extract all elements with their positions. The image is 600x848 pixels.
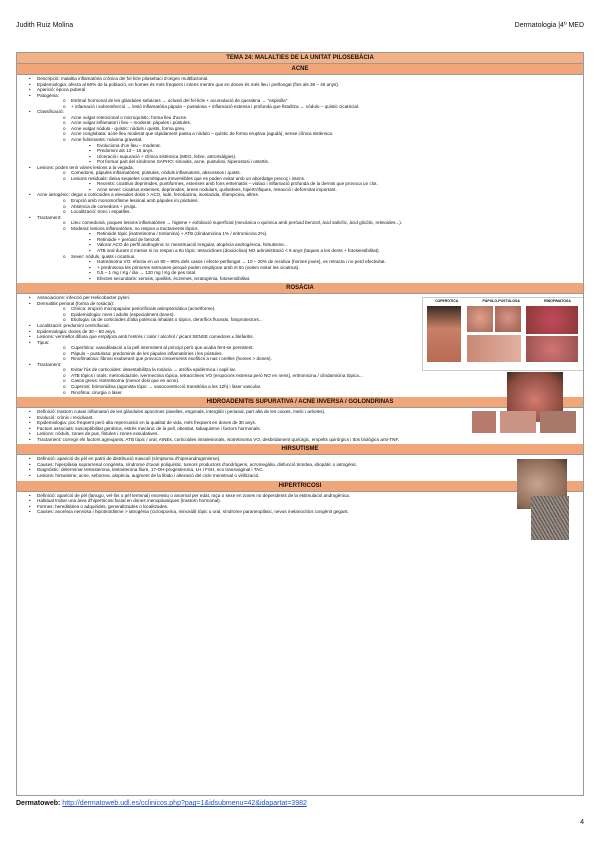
list-item: o Erupció amb monomorfisme lesional amb pàpules i/o pústules.	[21, 198, 579, 204]
list-item: o Lleu: comedonià, poques lesions inflamatòries → higiene + exfoliació superficial (mecànica o química amb peròxid benzoïl, àcid salicílic, àcid glicòlic, retinoides...).	[21, 220, 579, 226]
list-item: • Acne iatrogènic: degut a corticoides a elevades dosis > ACO, iode, fenotiazina, isoniazida, rifampicina, altres.	[21, 192, 579, 198]
list-item: o Acne vulgar nòdulo - quístic: nòduls i quists, forma greu.	[21, 126, 579, 132]
page-number: 4	[580, 819, 584, 826]
list-item: • Habitual trobar una àrea d'hipertricosi facial en dones menopàusiques (trastorn hormonal).	[21, 498, 579, 504]
list-item: o Acne vulgar retencional o microquístic: forma lleu d'acne.	[21, 115, 579, 121]
footer-label: Dermatoweb:	[16, 800, 61, 807]
list-item: ▪ 0,5 – 1 mg / Kg / dia → 120 mg / Kg de pes total.	[21, 270, 579, 276]
section-acne	[17, 75, 583, 283]
list-item: • Descripció: malaltia inflamatòria crònica del fol·licle pilosebaci d'origen multifactorial.	[21, 76, 579, 82]
list-item: • Tractament:	[21, 215, 579, 221]
list-item: • Lesions: poden tenir vàries lesions a la vegada.	[21, 165, 579, 171]
list-item: ▪ Evoluciona d'un lleu – moderat.	[21, 143, 579, 149]
list-item: o Rinofima: cirurgia o làser.	[21, 390, 579, 396]
list-item: • Classificació:	[21, 109, 579, 115]
list-item: • Patogènia:	[21, 93, 579, 99]
list-item: • Dermatitis perioral (forma de rosàcia):	[21, 301, 579, 307]
list-item: • Epidemiologia: afecta al 80% de la població, en homes és més freqüent i intens mentre que en dones és més lleu i perllongat (fins als 38 – 40 anys).	[21, 82, 579, 88]
topic-title: TEMA 24: MALALTIES DE LA UNITAT PILOSEBÀCIA	[17, 53, 583, 64]
section-hidradenitis	[17, 408, 583, 444]
face-photo-cuperotica	[427, 306, 461, 362]
list-item: ▪ Acne sever: cicatrius extenses, deprimides, àrees nodulars, quiloïdees, hipertròfiques, retracció i deformitat important.	[21, 187, 579, 193]
list-item: ▪ Recents: cicatrius deprimides, puntiformes, extenses amb fons eritematós – violaci i inflamació profunda de la dermis que provoca un clot.	[21, 181, 579, 187]
page-header	[16, 22, 584, 29]
author-name: Judith Ruiz Molina	[16, 22, 74, 29]
list-item: o Estímul hormonal de les glàndules sebàcies → oclusió del fol·licle + acumulació de queratina → "espinilla".	[21, 98, 579, 104]
list-item: • Evolució: crònic i recidivant.	[21, 415, 579, 421]
list-item: • Formes: hereditàries o adquirides, generalitzades o localitzades.	[21, 504, 579, 510]
list-item: ▪ Retinoide + peròxid de benzoïl.	[21, 237, 579, 243]
list-item: o Acne vulgar inflamatori i lleu – moderat: pàpules i pústules.	[21, 120, 579, 126]
list-item: o Lesions residuals: deixa seqüeles cosmètiques irreversibles que es poden evitar amb un abordatge precoç i intens.	[21, 176, 579, 182]
skin-photo-hidradenitis-3	[540, 411, 576, 433]
section-hipertricosi	[17, 492, 583, 517]
list-item: • Aparició: època puberal	[21, 87, 579, 93]
nose-photo-rinofimatosa	[526, 306, 578, 334]
list-item: o Pàpulo – pustulosa: predominin de les pàpules inflamatòries i les pústules.	[21, 351, 579, 357]
section-heading-hidradenitis: HIDROADENITIS SUPURATIVA / ACNE INVERSA / GOLONDRINAS	[17, 397, 583, 408]
list-item: • Tipus:	[21, 340, 579, 346]
section-heading-acne: ACNE	[17, 64, 583, 75]
list-item: ▪ Isotretinoïna VO: efectiu en un 90 – 95% dels casos i efecte perllongat → 10 – 20% de recidiva (homes joves), es retracta i no perd efectivitat.	[21, 259, 579, 265]
list-item: o Comedons, pàpules inflamatòries, pústules, nòduls inflamatoris, abscessos i quists.	[21, 170, 579, 176]
figure-label-rinofimatosa: RINOFIMATOSA	[544, 299, 571, 304]
list-item: • Definició: aparició de pèl en patró de distribució masculí (símptoma d'hiperandrogenisme).	[21, 456, 579, 462]
face-photo-papulo-2	[495, 306, 521, 332]
skin-photo-hidradenitis-1	[472, 411, 496, 433]
list-item: ▪ Valorar ACO de perfil androgènic si: menstruació irregular, alopècia androgènica, hirsutisme...	[21, 242, 579, 248]
rosacia-figure	[422, 297, 584, 371]
section-heading-hirsutisme: HIRSUTISME	[17, 444, 583, 455]
list-item: • Definició: aparició de pèl (lanugo, vel·lòs o pèl terminal) excessiu o anormal per edat, raça o sexe en zones no dependents de la estimulació androgènica.	[21, 493, 579, 499]
list-item: o Rinofimatosa: fibrosi exuberant que provoca creixements exofítics a nas i orelles (homes > dones).	[21, 356, 579, 362]
face-photo-papulo	[467, 306, 493, 332]
list-item: o Evitar l'ús de corticoides: desestabilitza la rosàcia → atròfia epidèrmica i capil·lar.	[21, 367, 579, 373]
skin-photo-hipertricosi	[531, 496, 569, 540]
face-photo-papulo-3	[467, 335, 521, 362]
list-item: • Factors associats: susceptibilitat genètica, estrès mecànic de la pell, obesitat, tabaquisme i factors hormonals.	[21, 426, 579, 432]
figure-label-cuperotica: CUPEROTICA	[435, 299, 459, 304]
list-item: • Causes: hiperplàsia suprarrenal congènita, síndrome d'ovari poliquístic, tumors productors d'andrògens, acromegàlia, disfunció tiroïdea, idiopàtic o iatrogènic.	[21, 462, 579, 468]
section-heading-rosacia: ROSÀCIA	[17, 283, 583, 294]
nose-photo-rinofimatosa-2	[526, 336, 578, 362]
list-item: • Epidemiologia: poc freqüent però alta repercussió en la qualitat de vida, més freqüent en dones de 30 anys.	[21, 420, 579, 426]
list-item: o Localització: tronc i espatlles.	[21, 209, 579, 215]
list-item: • Causes: anorèxia nerviosa i hipotiroïdisme > iatrogènia (ciclosporina, minoxidil tòpic u oral, síndrome paraneoplàsic, nevus melanocítics congènit gegant.	[21, 509, 579, 515]
list-item: o Epidemiologia: nens i adults (especialment dones).	[21, 312, 579, 318]
list-item: ▪ Ulceració i supuració + clínica sistèmica (MEG, febre, artromiàlgies).	[21, 154, 579, 160]
section-hirsutisme	[17, 455, 583, 480]
section-heading-hipertricosi: HIPERTRICOSI	[17, 481, 583, 492]
hipertricosi-list	[21, 493, 579, 515]
list-item: o Absència de comedons + pruïja.	[21, 204, 579, 210]
hirsutisme-list	[21, 456, 579, 478]
skin-photo-hidradenitis-2	[500, 411, 536, 433]
list-item: o Cuperòtica: vasodilatació a la pell intermitent al principi però que acaba fent-se persistent.	[21, 345, 579, 351]
list-item: o Clínica: erupció micropapular periorificials asimptomàtica (acneïforme).	[21, 306, 579, 312]
list-item: ▪ + prednisona les primeres setmanes perquè poden empitjorar amb el tto (volem evitar les cicatrius).	[21, 265, 579, 271]
list-item: • Lesions: nòduls, zones de pus, fístules i zones exsudatives.	[21, 431, 579, 437]
list-item: • Localització: predomini centrofacial.	[21, 323, 579, 329]
list-item: • Tractament:	[21, 362, 579, 368]
list-item: o Acne conglobata: acne lleu moderat que ràpidament passa a nòdulo – quístic de forma eruptiva (agudà), sense clínica sistèmica.	[21, 131, 579, 137]
list-item: o + infamació i sobreinfecció → lesió inflamatòria pàpula – pustulosa + inflamació extensa i profunda que fistulitza → nòdulo – quístic cicatricial.	[21, 104, 579, 110]
list-item: • Associacions: infecció per Helicobacter pylori.	[21, 295, 579, 301]
section-rosacia	[17, 294, 583, 397]
list-item: • Definició: trastorn cutani inflamatori de les glàndules apocrines (aixelles, engonals, interglúti i perianal, part alta de les cuixes, melic i arèoles).	[21, 409, 579, 415]
list-item: o Cuperosi: brimonidina (agonista tòpic → vasoconstricció transitòria a les 12h) i làser vascular.	[21, 384, 579, 390]
list-item: ▪ Retinoide tòpic (isotretinoïna / tretionina) + ATB (clindamicina 1% / eritromicina 2%).	[21, 231, 579, 237]
figure-label-papulo: PÀPULO-PUSTULOSA	[482, 299, 520, 304]
list-item: o Casos greus: isotretinoïna (menor dosi que en acne).	[21, 378, 579, 384]
footer	[16, 800, 307, 807]
list-item: • Diagnòstic: determinar testosterona, testosterona lliure, 17-OH-progesterona, LH i FSH, eco transvaginal i TAC.	[21, 467, 579, 473]
list-item: o ATB tòpics i orals: metronidazole, ivermectina tòpica, tetraciclines VO (erupcions extensa però NO en nens), eritromicina / clindamicina tòpica...	[21, 373, 579, 379]
document-body	[16, 52, 584, 796]
list-item: ▪ Pot formar part del síndrome SAPHO: sinovitis, acne, pustulosi, hiperostosi i osteïtis.	[21, 159, 579, 165]
list-item: ▪ ATB oral durant 3 mesos si no respon a tto tòpic: tetraciclines (doxiciclina) NO administració < 8 anys (taques a les dents + fotosensibilitat).	[21, 248, 579, 254]
subject-label: Dermatologia |4º MED	[514, 22, 584, 29]
list-item: o Etiologia: ús de corticoides d'alta potència inhalats o tòpics, dentrífics fluorats, fotoprotectors...	[21, 317, 579, 323]
list-item: ▪ Efectes secundaris: xerosis, queilitis, èczemes, teratogènia, fotosensibilitat.	[21, 276, 579, 282]
list-item: • Epidemiologia: dones de 30 – 50 anys.	[21, 329, 579, 335]
list-item: o Sever: nòduls, quists i cicatrius.	[21, 254, 579, 260]
list-item: • Lesions: vermellor difusa que empitjora amb l'estrès / calor / alcohol / picant SENSE comedons ± blefaritis.	[21, 334, 579, 340]
list-item: o Moderat: lesions inflamatòries, no respon a tractaments tòpics.	[21, 226, 579, 232]
list-item: • Tractament: corregir els factors agreujants, ATB tòpic / oral, AINEs, corticoides intralesionals, isotretinoïna VO, desbridament quirúrgic, empelts quirúrgics i ttos biològics anti-TNF.	[21, 437, 579, 443]
list-item: ▪ Predomini als 13 – 16 anys.	[21, 148, 579, 154]
list-item: o Acne fulminantis: màxima gravetat.	[21, 137, 579, 143]
list-item: • Lesions: hirsutisme, acne, seborrea, alopècia, augment de la libido i alteració del cicle menstrual o virilització.	[21, 473, 579, 479]
dermatoweb-link[interactable]: http://dermatoweb.udl.es/cclinicos.php?pag=1&idsubmenu=42&idapartat=3982	[62, 800, 307, 807]
